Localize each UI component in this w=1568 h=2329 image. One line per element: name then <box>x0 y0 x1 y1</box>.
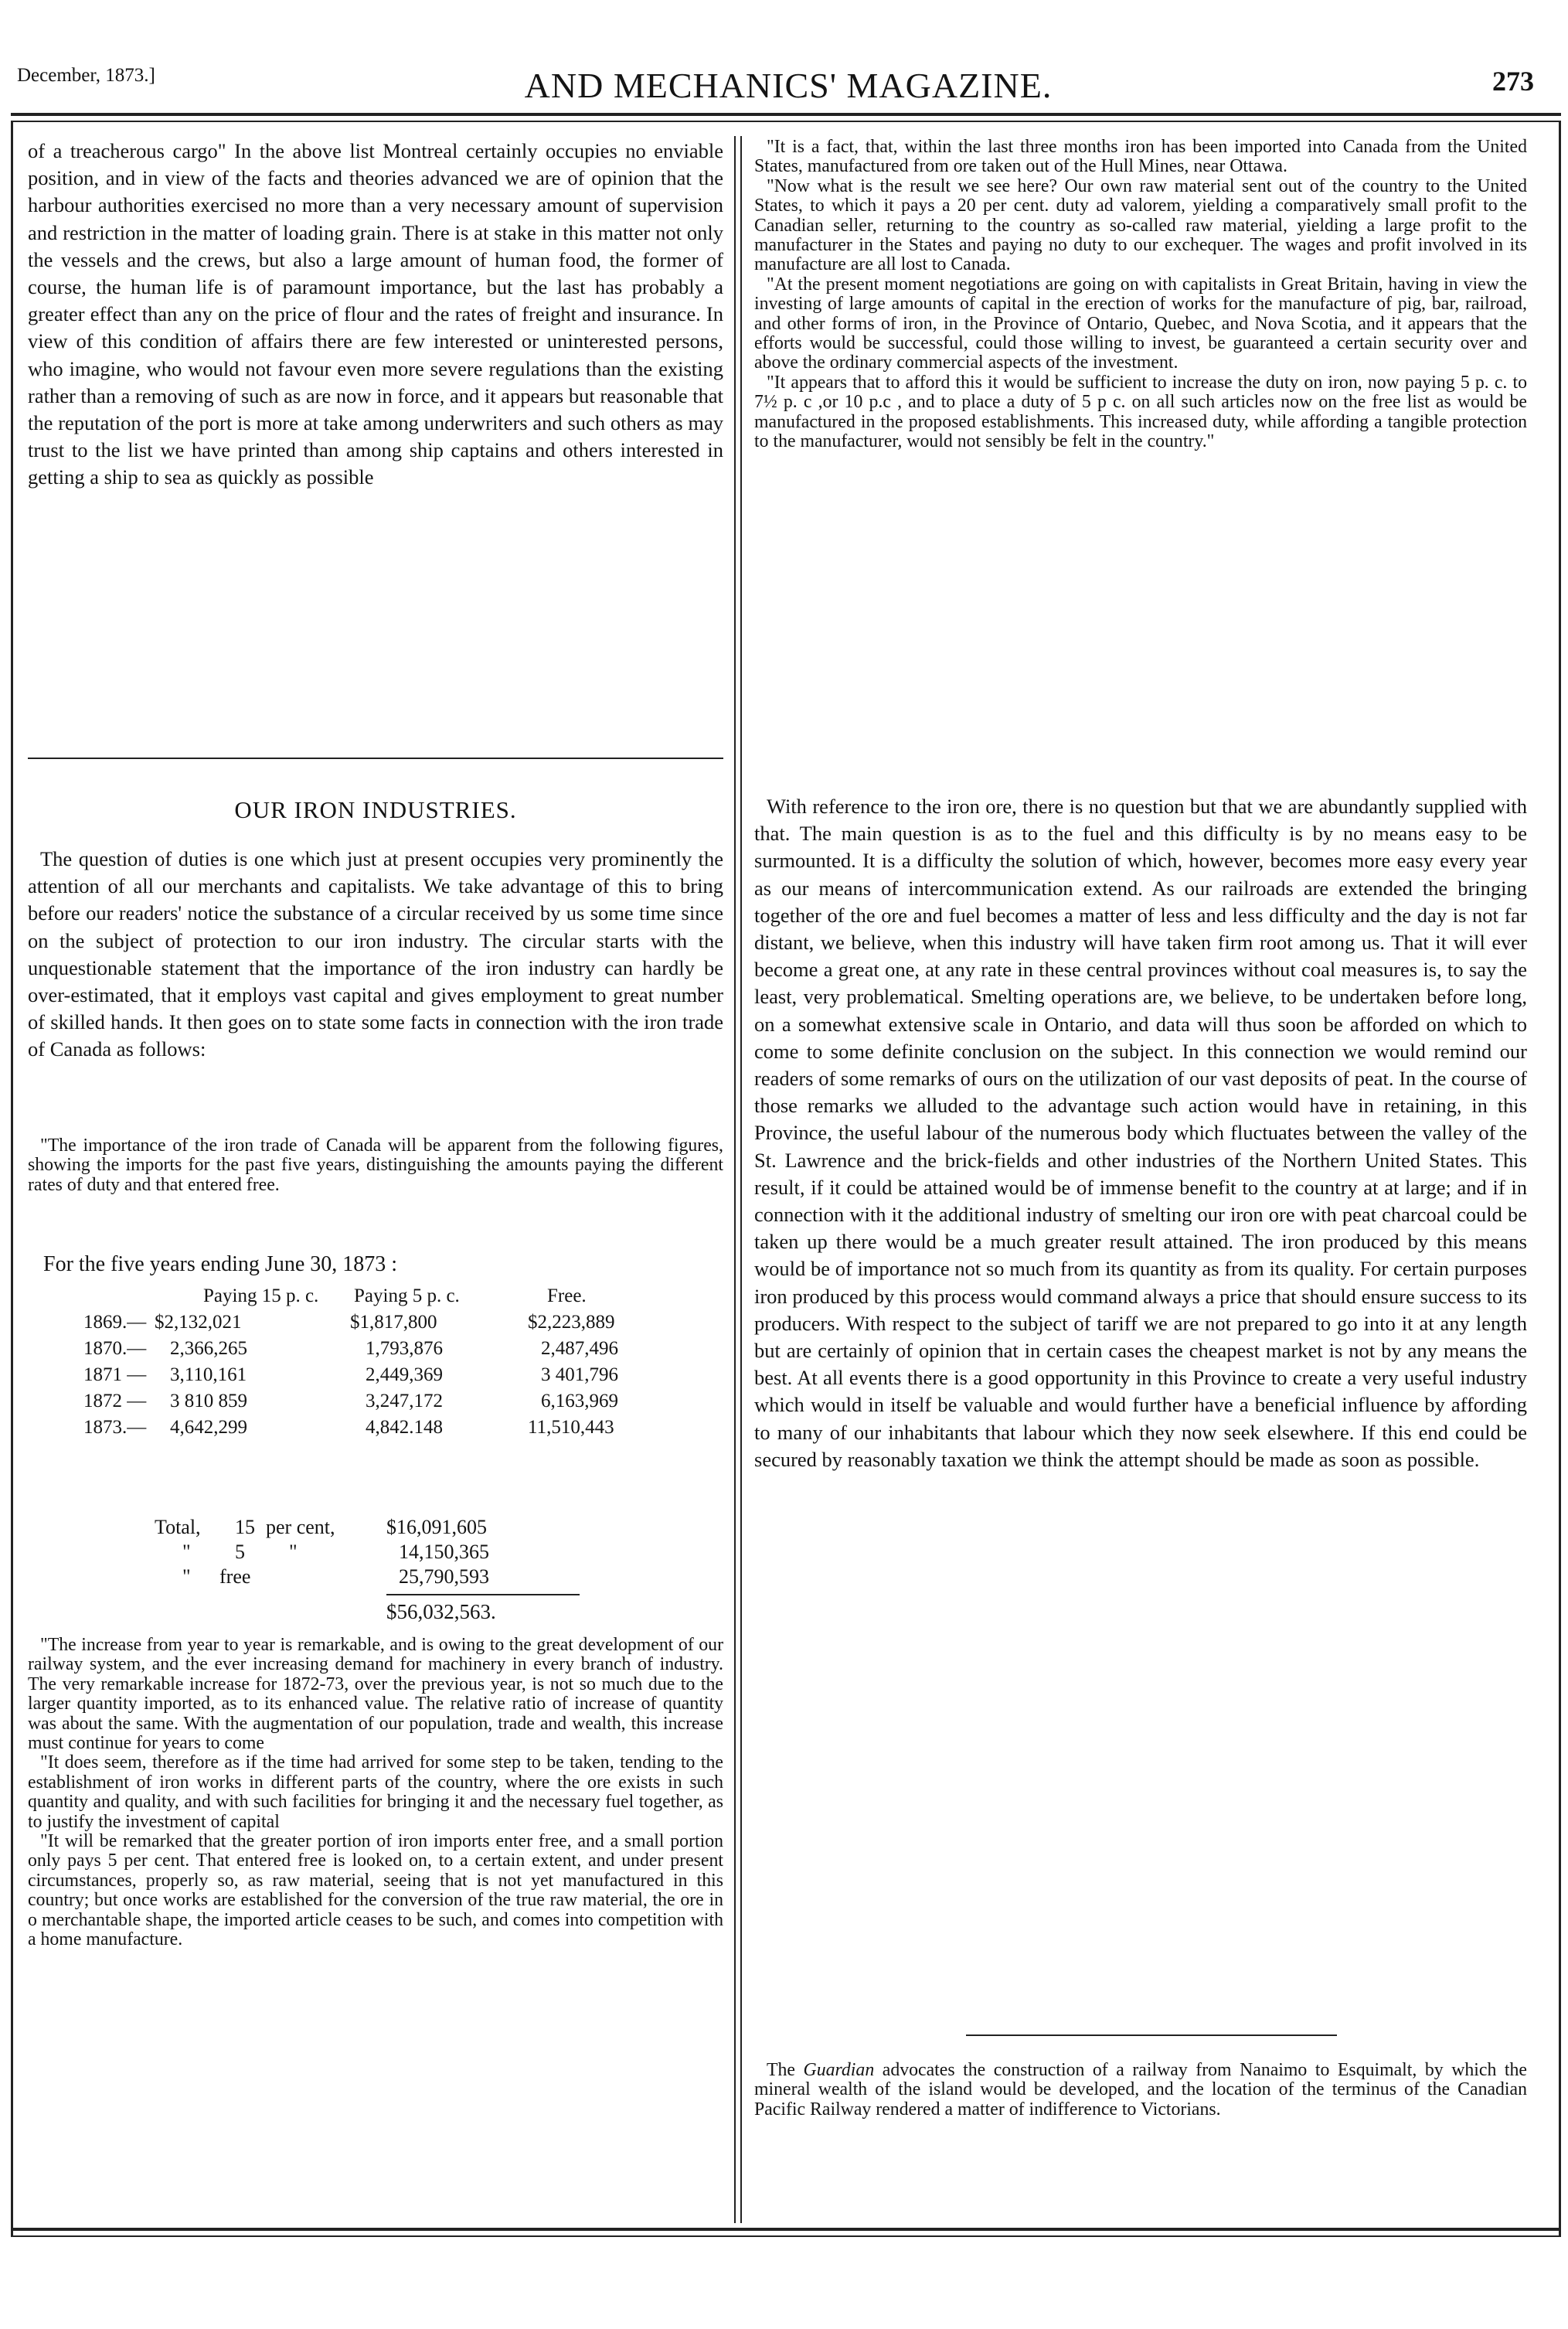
total-row <box>155 1515 618 1540</box>
guardian-lead: The <box>767 2060 795 2080</box>
quote-paragraph: "The importance of the iron trade of Canada will be apparent from the following figures, showing the imports for the past five years, distinguishing the amounts paying the different rates of duty and that entered free. <box>28 1136 723 1195</box>
table-cell: 2,449,369 <box>366 1364 443 1385</box>
quote-paragraph: "Now what is the result we see here? Our own raw material sent out of the country to the United States, to which it pays a 20 per cent. duty ad valorem, yielding a comparatively small profit to the Canadian seller, returning to the country as so-called raw material, yielding a large profit to the manufacturer in the States and paying no duty to our exchequer. The wages and profit involved in its manufacture are all lost to Canada. <box>754 175 1527 275</box>
article-continuation <box>28 138 723 492</box>
column-divider <box>740 136 742 2223</box>
table-cell: 3 401,796 <box>541 1364 618 1385</box>
circular-quote <box>28 1136 723 1195</box>
page-number: 273 <box>1492 66 1534 97</box>
bottom-rule-thick <box>11 2228 1561 2231</box>
right-border <box>1559 121 1561 2237</box>
quote-paragraph: "It appears that to afford this it would be sufficient to increase the duty on iron, now paying 5 p. c. to 7½ p. c ,or 10 p.c , and to place a duty of 5 p c. on all such articles now on the free list as would be manufactured in the proposed establishments. This increased duty, while affording a tangible protection to the manufacturer, would not sensibly be felt in the country." <box>754 372 1527 452</box>
table-row <box>83 1336 655 1362</box>
table-cell: 11,510,443 <box>528 1417 614 1438</box>
table-intro: For the five years ending June 30, 1873 : <box>43 1252 398 1276</box>
top-rule-thin <box>11 121 1561 122</box>
quote-paragraph: "It does seem, therefore as if the time had arrived for some step to be taken, tending to the establishment of iron works in different parts of the country, where the ore exists in such quantity and quality, and with such facilities for bringing it and the necessary fuel together, as to justify the investment of capital <box>28 1752 723 1832</box>
circular-quote-right <box>754 138 1527 452</box>
table-row <box>83 1415 655 1441</box>
table-row <box>83 1388 655 1415</box>
total-row <box>155 1565 618 1589</box>
totals-block <box>155 1515 618 1589</box>
article-heading: OUR IRON INDUSTRIES. <box>234 796 517 823</box>
table-cell: 6,163,969 <box>541 1391 618 1411</box>
guardian-paragraph <box>754 2061 1527 2120</box>
total-amount: $16,091,605 <box>386 1516 487 1538</box>
total-rate: 5 <box>235 1541 245 1563</box>
guardian-text: advocates the construction of a railway from Nanaimo to Esquimalt, by which the mineral wealth of the island would be developed, and the location of the terminus of the Canadian Pacific Railway rendered a matter of indifference to Victorians. <box>754 2060 1527 2120</box>
table-cell-year: 1872 — <box>83 1391 147 1411</box>
quote-paragraph: "It will be remarked that the greater portion of iron imports enter free, and a small portion only pays 5 per cent. That entered free is looked on, to a certain extent, and under present circumstances, properly so, as raw material, seeing that is not yet manufactured in this country; but once works are established for the conversion of the true raw material, the ore in o merchantable shape, the imported article ceases to be such, and comes into competition with a home manufacture. <box>28 1831 723 1950</box>
continuation-paragraph: of a treacherous cargo" In the above list Montreal certainly occupies no enviable position, and in view of the facts and theories advanced we are of opinion that the harbour authorities exercised no more than a very necessary amount of supervision and restriction in the matter of loading grain. There is at stake in this matter not only the vessels and the crews, but also a large amount of human food, the former of course, the human life is of paramount importance, but the last has probably a greater effect than any on the price of flour and the rates of freight and insurance. In view of this condition of affairs there are few interested or uninterested persons, who imagine, who would not favour even more severe regulations than the existing rather than a removing of such as are now in force, and it appears but reasonable that the reputation of the port is more at take among underwriters and such others as may trust to the list we have printed than among ship captains and others interested in getting a ship to sea as quickly as possible <box>28 139 723 489</box>
newspaper-name: Guardian <box>803 2060 875 2080</box>
table-cell: $2,132,021 <box>155 1312 242 1333</box>
col-header: Free. <box>547 1285 587 1306</box>
col-header: Paying 5 p. c. <box>354 1285 460 1306</box>
table-row <box>83 1309 655 1336</box>
imports-table <box>83 1283 655 1441</box>
top-rule-thick <box>11 113 1561 116</box>
table-cell: 2,366,265 <box>170 1338 247 1359</box>
article-intro <box>28 846 723 1064</box>
total-row <box>155 1540 618 1565</box>
total-rate: free <box>219 1565 251 1588</box>
total-unit: per cent, <box>266 1516 335 1538</box>
table-cell: 1,793,876 <box>366 1338 443 1359</box>
table-header-row <box>83 1283 655 1309</box>
guardian-note <box>754 2061 1527 2120</box>
table-row <box>83 1362 655 1388</box>
total-unit: " <box>289 1541 298 1563</box>
quote-paragraph: "It is a fact, that, within the last three months iron has been imported into Canada from the United States, manufactured from ore taken out of the Hull Mines, near Ottawa. <box>754 137 1527 177</box>
table-cell: 4,642,299 <box>170 1417 247 1438</box>
col-header: Paying 15 p. c. <box>203 1285 319 1306</box>
table-cell-year: 1869.— <box>83 1312 147 1333</box>
total-label: Total, <box>155 1516 201 1538</box>
total-amount: 25,790,593 <box>399 1565 489 1588</box>
table-cell: 2,487,496 <box>541 1338 618 1359</box>
total-rate: 15 <box>235 1516 255 1538</box>
quote-paragraph: "At the present moment negotiations are going on with capitalists in Great Britain, having in view the investing of large amounts of capital in the erection of works for the manufacture of pig, bar, railroad, and other forms of iron, in the Province of Ontario, Quebec, and Nova Scotia, and it appears that the efforts would be successful, could those willing to invest, be guaranteed a certain security over and above the ordinary commercial aspects of the investment. <box>754 274 1527 373</box>
total-label: " <box>182 1541 191 1563</box>
issue-date: December, 1873.] <box>17 65 155 86</box>
bottom-rule-thin <box>11 2235 1561 2237</box>
editorial-body <box>754 793 1527 1473</box>
editorial-paragraph: With reference to the iron ore, there is no question but that we are abundantly supplied with that. The main question is as to the fuel and this difficulty is by no means easy to be surmounted. It is a difficulty the solution of which, however, becomes more easy every year as our means of intercommunication extend. As our railroads are extended the bringing together of the ore and fuel becomes a matter of less and less difficulty and the day is not far distant, we believe, when this industry will have taken firm root among us. That it will ever become a great one, at any rate in these central provinces without coal measures is, to say the least, very problematical. Smelting operations are, we believe, to be undertaken before long, on a somewhat extensive scale in Ontario, and data will thus soon be afforded on which to come to some definite conclusion on the subject. In this connection we would remind our readers of some remarks of ours on the utilization of our vast deposits of peat. In the course of those remarks we alluded to the advantage such action would have in retaining, in this Province, the useful labour of the numerous body which fluctuates between the valley of the St. Lawrence and the brick-fields and other industries of the Northern United States. This result, if it could be attained would be of immense benefit to the country at at large; and if in connection with it the additional industry of smelting our iron ore with peat charcoal could be taken up there would be a much greater result attained. The iron produced by this means would be of importance not so much from its quantity as from its quality. For certain purposes iron produced by this process would command always a price that should ensure success to its producers. With respect to the subject of tariff we are not prepared to go into it at any length but are certainly of opinion that in certain cases the cheapest market is not by any means the best. At all events there is a good opportunity in this Province to create a very useful industry which would in itself be valuable and would further have a beneficial influence by affording to many of our inhabitants that labour which they now seek elsewhere. If this end could be secured by reasonably taxation we think the attempt should be made as soon as possible. <box>754 795 1527 1471</box>
table-cell: 4,842.148 <box>366 1417 443 1438</box>
table-cell: $2,223,889 <box>528 1312 615 1333</box>
table-cell: 3 810 859 <box>170 1391 247 1411</box>
section-separator <box>966 2034 1337 2036</box>
total-rule <box>386 1594 580 1595</box>
grand-total: $56,032,563. <box>386 1600 496 1623</box>
table-cell: $1,817,800 <box>350 1312 437 1333</box>
section-separator <box>28 758 723 759</box>
intro-paragraph: The question of duties is one which just at present occupies very prominently the attention of all our merchants and capitalists. We take advantage of this to bring before our readers' notice the substance of a circular received by us some time since on the subject of protection to our iron industry. The circular starts with the unquestionable statement that the importance of the iron industry can hardly be over-estimated, that it employs vast capital and gives employment to great number of skilled hands. It then goes on to state some facts in connection with the iron trade of Canada as follows: <box>28 847 723 1061</box>
table-cell: 3,110,161 <box>170 1364 247 1385</box>
circular-continued <box>28 1636 723 1950</box>
table-cell-year: 1873.— <box>83 1417 147 1438</box>
total-label: " <box>182 1565 191 1588</box>
running-title: AND MECHANICS' MAGAZINE. <box>524 66 1053 105</box>
table-cell: 3,247,172 <box>366 1391 443 1411</box>
quote-paragraph: "The increase from year to year is remarkable, and is owing to the great development of our railway system, and the ever increasing demand for machinery in every branch of industry. The very remarkable increase for 1872-73, over the previous year, is not so much due to the larger quantity imported, as to its enhanced value. The relative ratio of increase of quantity was about the same. With the augmentation of our population, trade and wealth, this increase must continue for years to come <box>28 1635 723 1754</box>
table-cell-year: 1871 — <box>83 1364 147 1385</box>
left-border <box>11 121 13 2237</box>
table-cell-year: 1870.— <box>83 1338 147 1359</box>
column-divider <box>734 136 736 2223</box>
total-amount: 14,150,365 <box>399 1541 489 1563</box>
